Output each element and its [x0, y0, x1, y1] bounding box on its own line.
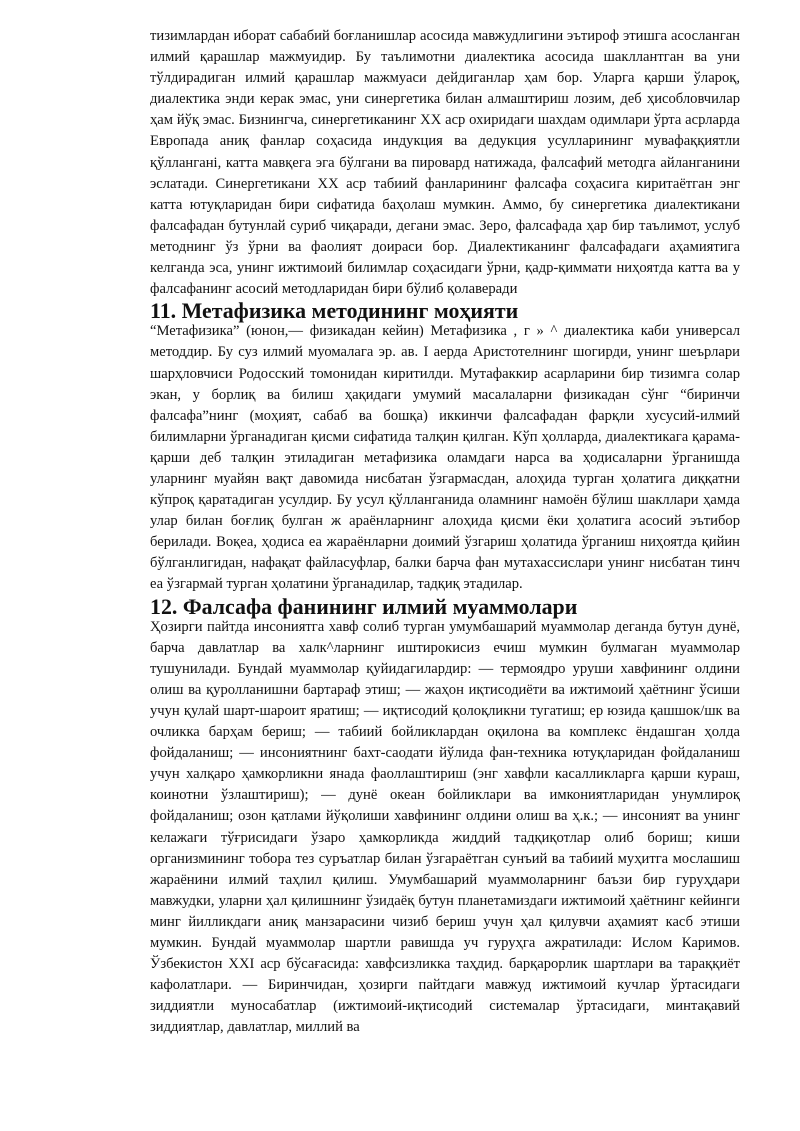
section-11-heading: 11. Метафизика методининг моҳияти [150, 298, 519, 324]
document-page [150, 26, 740, 1039]
section-12-heading: 12. Фалсафа фанининг илмий муаммолари [150, 593, 578, 619]
intro-paragraph: тизимлардан иборат сабабий боғланишлар асосида мавжудлигини эътироф этишга асосланган илмий қарашлар мажмуидир. Бу таълимотни диалектика асосида шакллантган ва уни тўлдирадиган илмий қарашлар мажмуаси дейдиганлар ҳам бор. Уларга қарши ўлароқ, диалектика энди керак эмас, уни синергетика билан алмаштириш лозим, деб ҳисобловчилар ҳам йўқ эмас. Бизнингча, синергетиканинг XX аср охиридаги шахдам одимлари ўрта асрларда Европада аниқ фанлар соҳасида индукция ва дедукция усулларининг мувафаққиятли қўлланганi, катта мавқега эга бўлгани ва пировард натижада, фалсафий методга айланганини эслатади. Синергетикани XX аср табиий фанларининг фалсафа соҳасига киритаётган энг катта ютуқларидан бири сифатида баҳолаш мумкин. Аммо, бу синергетика диалектикани фалсафадан бутунлай суриб чиқаради, дегани эмас. Зеро, фалсафада ҳар бир таълимот, услуб методнинг ўз ўрни ва фаолият доираси бор. Диалектиканинг фалсафадаги аҳамиятига келганда эса, унинг ижтимоий билимлар соҳасидаги ўрни, қадр-қиммати ниҳоятда катта ва у фалсафанинг асосий методларидан бири бўлиб қолаверади [150, 28, 740, 298]
section-12-paragraph: Ҳозирги пайтда инсониятга хавф солиб турган умумбашарий муаммолар деганда бутун дунё, барча давлатлар ва халк^ларнинг иштирокисиз ечиш мумкин булмаган муаммолар тушунилади. Бундай муаммолар қуйидагилардир: — термоядро уруши хавфининг олдини олиш ва қуролланишни бартараф этиш; — жаҳон иқтисодиёти ва ижтимоий ҳаётнинг ўсиши учун қулай шарт-шароит яратиш; — иқтисодий қолоқликни тугатиш; ер юзида қашшок/шк ва очликка барҳам бериш; — табиий бойликлардан оқилона ва комплекс ёндашган ҳолда фойдаланиш; — инсониятнинг бахт-саодати йўлида фан-техника ютуқларидан фойдаланиш учун халқаро ҳамкорликни янада фаоллаштириш (энг хавфли касалликларга қарши кураш, коинотни ўзлаштириш); — дунё океан бойликлари ва имкониятларидан унумлироқ фойдаланиш; озон қатлами йўқолиши хавфининг олдини олиш ва ҳ.к.; — инсоният ва унинг келажаги тўғрисидаги ўзаро ҳамкорликда жиддий тадқиқотлар олиб бориш; киши организмининг тобора тез суръатлар билан ўзгараётган сунъий ва табиий муҳитга мослашиш жараёнини илмий таҳлил қилиш. Умумбашарий муаммоларнинг баъзи бир гуруҳдари мавжудки, уларни ҳал қилишнинг ўзидаёқ бутун планетамиздаги ижтимоий ҳаётнинг кейинги минг йилликдаги аниқ манзарасини чизиб бериш учун ҳал қилувчи аҳамият касб этиши мумкин. Бундай муаммолар шартли равишда уч гуруҳга ажратилади: Ислом Каримов. Ўзбекистон XXI аср бўсағасида: хавфсизликка таҳдид. барқарорлик шартлари ва тараққиёт кафолатлари. — Биринчидан, ҳозирги пайтдаги мавжуд ижтимоий кучлар ўртасидаги зиддиятли муносабатлар (ижтимоий-иқтисодий системалар ўртасидаги, минтақавий зиддиятлар, давлатлар, миллий ва [150, 618, 740, 1036]
section-11-paragraph: “Метафизика” (юнон,— физикадан кейин) Метафизика , г » ^ диалектика каби универсал методдир. Бу суз илмий муомалага эр. ав. I аерда Аристотелнинг шогирди, унинг шеърлари шарҳловчиси Родосский томонидан киритилди. Мутафаккир асарларини бир тизимга солар экан, у борлиқ ва билиш ҳақидаги умумий масалаларни физикадан сўнг “биринчи фалсафа”нинг (моҳият, сабаб ва бошқа) иккинчи фалсафадан фарқли хусусий-илмий билимларни ўрганадиган қисми сифатида талқин қилган. Кўп ҳолларда, диалектикага қарама-қарши деб талқин этиладиган метафизика оламдаги нарса ва ҳодисаларни ўрганишда уларнинг муайян вақт давомида нисбатан ўзгармасдан, алоҳида турган ҳолатига диққатни кўпроқ қаратадиган усулдир. Бу усул қўлланганида оламнинг намоён бўлиш шакллари ҳамда улар билан боғлиқ булган ж араёнларнинг алоҳида қисми ёки ҳолатига асосий эътибор берилади. Воқеа, ҳодиса еа жараёнларни доимий ўзгариш ҳолатида ўрганиш ниҳоятда қийин бўлганлигидан, нафақат файласуфлар, балки барча фан мутахассислари унинг нисбатан тинч еа ўзгармай турган ҳолатини ўрганадилар, тадқиқ этадилар. [150, 323, 740, 593]
